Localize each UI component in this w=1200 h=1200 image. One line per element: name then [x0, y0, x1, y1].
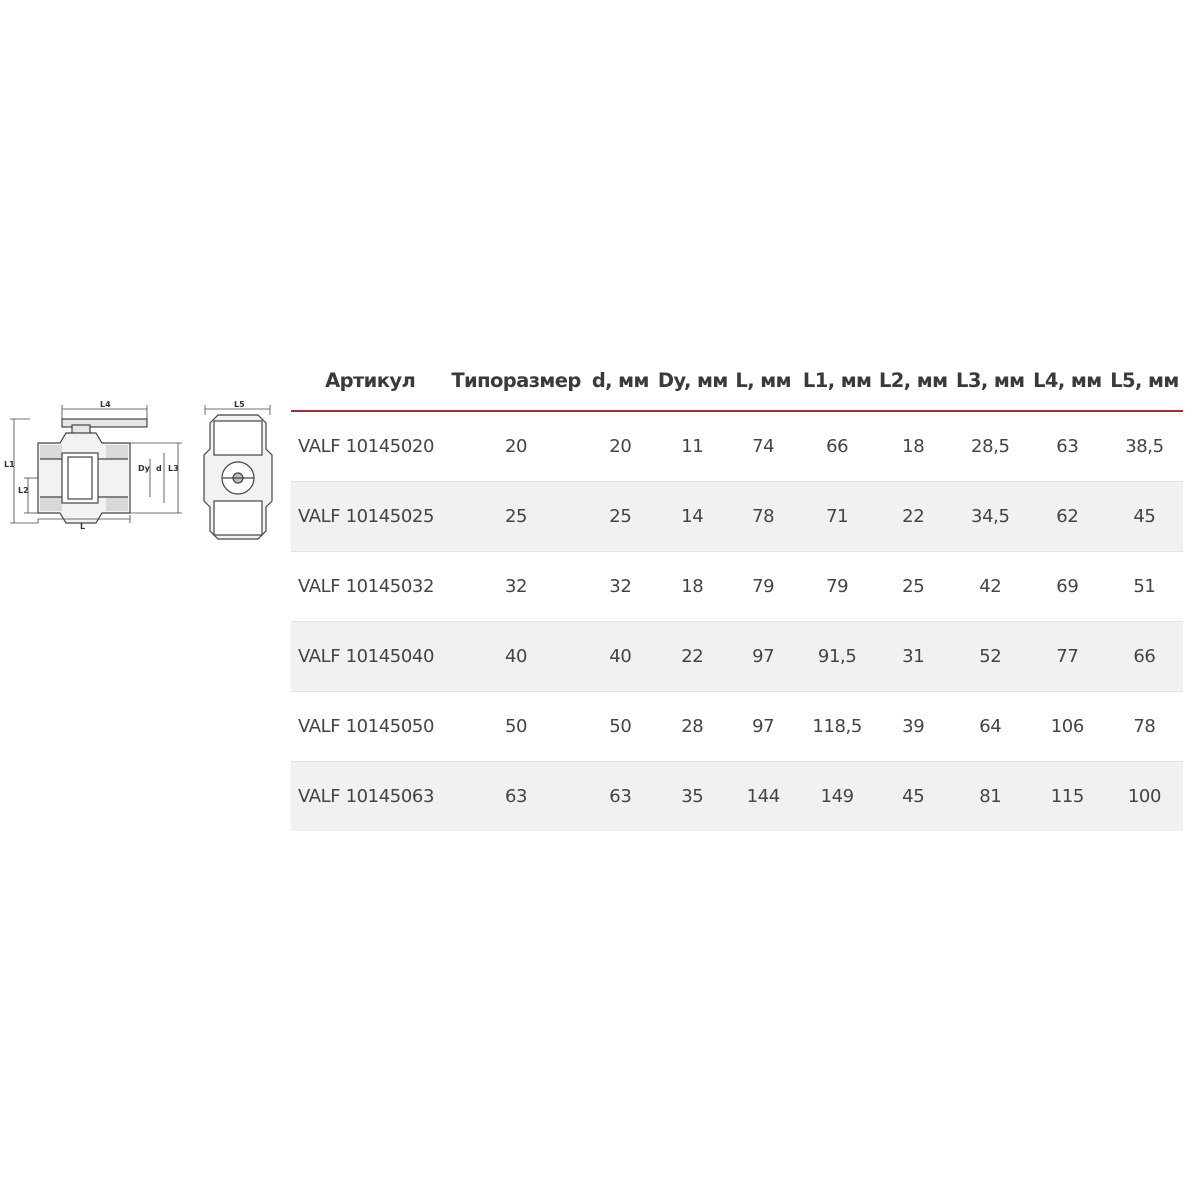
cell-article: VALF 10145040: [291, 622, 449, 692]
cell-l3: 28,5: [952, 411, 1029, 482]
cell-l1: 71: [800, 482, 875, 552]
label-l1: L1: [4, 460, 15, 469]
cell-l3: 34,5: [952, 482, 1029, 552]
cell-size: 40: [449, 622, 583, 692]
cell-l3: 52: [952, 622, 1029, 692]
cell-l1: 79: [800, 552, 875, 622]
cell-dy: 28: [658, 692, 727, 762]
cell-l: 74: [727, 411, 800, 482]
cell-d: 25: [583, 482, 658, 552]
cell-l2: 25: [875, 552, 952, 622]
cell-l4: 77: [1029, 622, 1106, 692]
cell-article: VALF 10145032: [291, 552, 449, 622]
cell-article: VALF 10145063: [291, 762, 449, 832]
cell-d: 32: [583, 552, 658, 622]
cell-l: 79: [727, 552, 800, 622]
valve-technical-drawing: [0, 395, 285, 555]
table-header: [291, 350, 1183, 411]
header-l: L, мм: [727, 350, 800, 411]
cell-article: VALF 10145050: [291, 692, 449, 762]
cell-size: 50: [449, 692, 583, 762]
cell-size: 32: [449, 552, 583, 622]
table-row: [291, 762, 1183, 832]
cell-l1: 149: [800, 762, 875, 832]
cell-l5: 45: [1106, 482, 1183, 552]
cell-l2: 45: [875, 762, 952, 832]
cell-dy: 18: [658, 552, 727, 622]
cell-dy: 35: [658, 762, 727, 832]
cell-l2: 18: [875, 411, 952, 482]
table-row: [291, 622, 1183, 692]
table-row: [291, 482, 1183, 552]
cell-article: VALF 10145020: [291, 411, 449, 482]
cell-dy: 14: [658, 482, 727, 552]
cell-l: 78: [727, 482, 800, 552]
cell-d: 40: [583, 622, 658, 692]
cell-l5: 66: [1106, 622, 1183, 692]
table-row: [291, 411, 1183, 482]
cell-l3: 81: [952, 762, 1029, 832]
valve-side-view: [204, 405, 272, 539]
cell-l4: 63: [1029, 411, 1106, 482]
header-article: Артикул: [291, 350, 449, 411]
label-l4: L4: [100, 400, 111, 409]
cell-l3: 42: [952, 552, 1029, 622]
cell-dy: 11: [658, 411, 727, 482]
cell-d: 50: [583, 692, 658, 762]
header-l3: L3, мм: [952, 350, 1029, 411]
cell-l2: 22: [875, 482, 952, 552]
label-l2: L2: [18, 486, 29, 495]
cell-l5: 78: [1106, 692, 1183, 762]
cell-l3: 64: [952, 692, 1029, 762]
cell-dy: 22: [658, 622, 727, 692]
header-d: d, мм: [583, 350, 658, 411]
header-l5: L5, мм: [1106, 350, 1183, 411]
cell-d: 63: [583, 762, 658, 832]
cell-size: 20: [449, 411, 583, 482]
header-l1: L1, мм: [800, 350, 875, 411]
label-l3: L3: [168, 464, 179, 473]
cell-l4: 106: [1029, 692, 1106, 762]
label-l5: L5: [234, 400, 245, 409]
label-l: L: [80, 522, 86, 531]
cell-d: 20: [583, 411, 658, 482]
table-body: [291, 411, 1183, 831]
cell-l4: 69: [1029, 552, 1106, 622]
cell-size: 63: [449, 762, 583, 832]
header-dy: Dy, мм: [658, 350, 727, 411]
label-d: d: [156, 464, 162, 473]
cell-size: 25: [449, 482, 583, 552]
cell-l2: 31: [875, 622, 952, 692]
cell-l1: 91,5: [800, 622, 875, 692]
header-l4: L4, мм: [1029, 350, 1106, 411]
specification-table: [291, 350, 1183, 831]
cell-l5: 38,5: [1106, 411, 1183, 482]
header-size: Типоразмер: [449, 350, 583, 411]
cell-l1: 66: [800, 411, 875, 482]
table-row: [291, 552, 1183, 622]
cell-l4: 62: [1029, 482, 1106, 552]
cell-l1: 118,5: [800, 692, 875, 762]
cell-l5: 51: [1106, 552, 1183, 622]
cell-article: VALF 10145025: [291, 482, 449, 552]
header-l2: L2, мм: [875, 350, 952, 411]
cell-l: 97: [727, 692, 800, 762]
cell-l5: 100: [1106, 762, 1183, 832]
cell-l4: 115: [1029, 762, 1106, 832]
cell-l2: 39: [875, 692, 952, 762]
cell-l: 97: [727, 622, 800, 692]
table-row: [291, 692, 1183, 762]
label-dy: Dy: [138, 464, 150, 473]
cell-l: 144: [727, 762, 800, 832]
header-row: [291, 350, 1183, 411]
